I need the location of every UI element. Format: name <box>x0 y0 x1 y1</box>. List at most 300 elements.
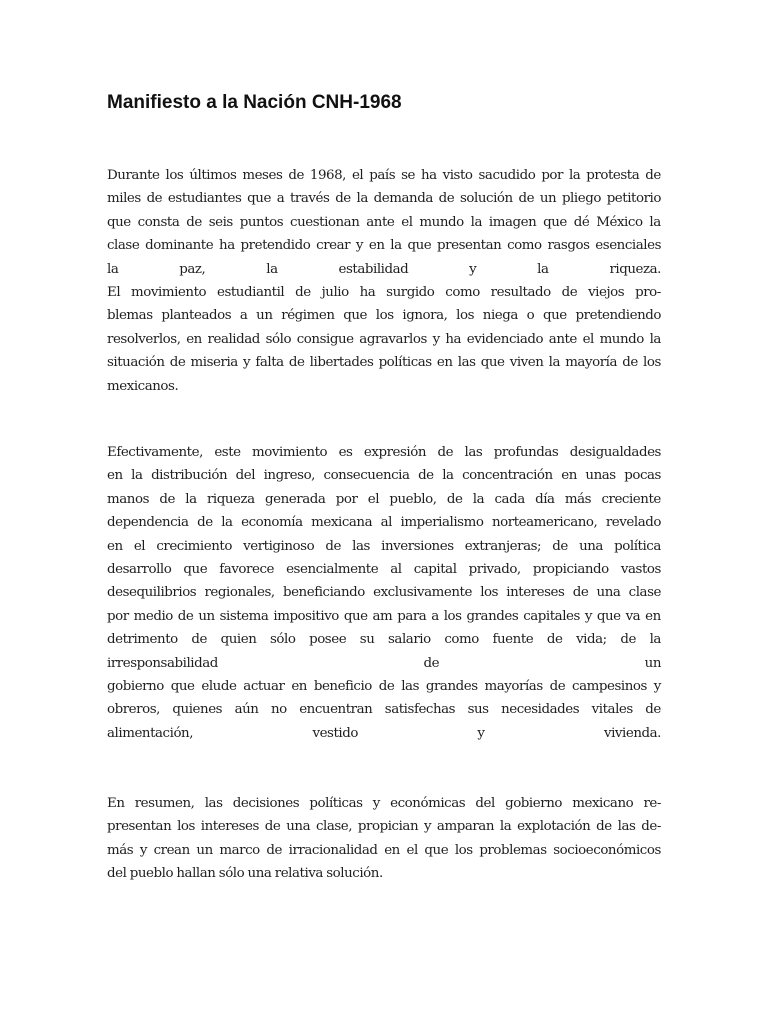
word: viejos <box>588 284 625 300</box>
word: en <box>107 538 123 554</box>
word: exclusivamente <box>373 585 472 601</box>
word: sólo <box>269 632 296 648</box>
word: petitorio <box>606 191 661 207</box>
word: favorece <box>219 561 274 577</box>
word: necesidades <box>501 702 580 718</box>
word: en <box>186 331 202 347</box>
word: la <box>266 261 278 277</box>
word: que <box>170 678 195 694</box>
word: sus <box>467 702 489 718</box>
word: vida; <box>576 632 607 648</box>
word: un <box>198 608 215 624</box>
word: pretendiendo <box>575 308 661 324</box>
word: 1968, <box>309 168 346 183</box>
word: desequilibrios <box>107 585 197 601</box>
text-line <box>107 535 661 558</box>
word: problemas <box>479 842 547 858</box>
word: situación <box>107 355 165 371</box>
word: la <box>649 632 661 648</box>
word: a <box>431 608 439 624</box>
word: política <box>614 538 661 554</box>
word: de <box>622 355 638 371</box>
word: movimiento <box>252 445 328 460</box>
word: puntos <box>239 214 284 230</box>
word: beneficio <box>313 678 372 694</box>
word: sólo <box>265 331 292 347</box>
word: estudiantes <box>167 191 242 207</box>
word: impositivo <box>273 608 339 624</box>
word: profundas <box>493 445 559 460</box>
word: la <box>472 491 485 507</box>
word: elude <box>201 678 237 694</box>
word: esenciales <box>595 238 661 254</box>
word: económicas <box>390 796 466 811</box>
word: la <box>442 468 454 484</box>
word: últimos <box>189 168 237 183</box>
word: gobierno <box>505 796 562 811</box>
word: como <box>445 284 480 300</box>
word: El <box>107 284 121 300</box>
word: un <box>539 191 557 207</box>
word: su <box>359 632 375 648</box>
word: una <box>596 585 621 601</box>
word: México <box>596 214 643 230</box>
word: libertades <box>309 355 374 371</box>
word: el <box>351 168 364 183</box>
word: julio <box>321 284 349 300</box>
word: salario <box>388 632 431 648</box>
word: de <box>264 819 281 835</box>
word: fuente <box>492 632 534 648</box>
word: que <box>543 308 567 324</box>
word: a <box>239 308 248 324</box>
word: expresión <box>363 445 427 460</box>
text-line <box>107 839 661 862</box>
word: de <box>169 355 186 371</box>
word: régimen <box>281 308 335 324</box>
word: imagen <box>488 214 537 230</box>
text-line: mexicanos. <box>107 378 179 394</box>
word: la <box>470 214 482 230</box>
word: blemas <box>107 308 153 324</box>
text-line <box>107 675 661 698</box>
word: pro- <box>635 284 661 300</box>
word: un <box>644 655 661 671</box>
word: demanda <box>373 191 433 207</box>
word: de <box>446 491 463 507</box>
word: paz, <box>179 261 206 277</box>
word: la <box>568 168 581 183</box>
word: un <box>196 842 213 858</box>
word: Efectivamente, <box>107 445 203 460</box>
word: resolverlos, <box>107 331 181 347</box>
word: campesinos <box>572 678 647 694</box>
text-line <box>107 211 661 234</box>
word: economía <box>241 515 303 531</box>
word: de <box>191 632 207 648</box>
word: que <box>543 214 567 230</box>
word: por <box>107 608 129 624</box>
word: y <box>469 261 477 277</box>
word: alimentación, <box>107 725 194 741</box>
word: ha <box>445 331 462 347</box>
word: y <box>432 331 440 347</box>
text-line <box>107 164 661 187</box>
paragraph-1 <box>107 164 661 398</box>
text-line <box>107 815 661 838</box>
word: políticas <box>378 355 432 371</box>
word: que <box>247 191 271 207</box>
word: a <box>276 191 285 207</box>
word: las <box>457 355 476 371</box>
word: miseria <box>190 355 238 371</box>
word: de <box>561 284 578 300</box>
word: de <box>518 191 535 207</box>
word: de <box>620 632 636 648</box>
word: para <box>397 608 427 624</box>
text-line <box>107 351 661 374</box>
word: través <box>290 191 330 207</box>
word: de <box>325 538 341 554</box>
word: medio <box>133 608 173 624</box>
word: en <box>291 678 307 694</box>
word: las <box>401 678 419 694</box>
word: presentan <box>107 819 172 835</box>
word: pueblo, <box>389 491 437 507</box>
word: al <box>380 515 392 531</box>
word: clase, <box>315 819 353 835</box>
word: el <box>401 214 413 230</box>
word: posee <box>309 632 347 648</box>
word: de <box>295 284 311 300</box>
word: vertiginoso <box>243 538 315 554</box>
word: intereses <box>506 585 565 601</box>
word: una <box>579 538 603 554</box>
word: estabilidad <box>338 261 409 277</box>
word: dé <box>573 214 590 230</box>
word: clase <box>628 585 661 601</box>
word: dependencia <box>107 515 189 531</box>
word: viven <box>509 355 544 371</box>
text-line <box>107 187 661 210</box>
word: que <box>343 608 368 624</box>
word: propician <box>357 819 419 835</box>
word: riqueza. <box>609 261 661 277</box>
word: unas <box>585 468 616 484</box>
word: vivienda. <box>603 725 661 741</box>
text-line <box>107 304 661 327</box>
word: de <box>552 538 568 554</box>
word: un <box>256 308 273 324</box>
word: al <box>390 561 402 577</box>
text-line <box>107 722 661 745</box>
word: de <box>645 702 661 718</box>
word: miles <box>107 191 141 207</box>
word: planteados <box>161 308 232 324</box>
word: los <box>443 608 462 624</box>
word: el <box>582 331 594 347</box>
word: las <box>204 796 223 811</box>
word: los <box>165 168 184 183</box>
paragraph-2 <box>107 441 661 745</box>
word: niega <box>482 308 518 324</box>
word: vitales <box>591 702 633 718</box>
word: satisfechas <box>384 702 456 718</box>
word: presentan <box>437 238 502 254</box>
word: ha <box>420 168 437 183</box>
word: en <box>436 355 453 371</box>
word: creciente <box>601 491 661 507</box>
word: el <box>133 538 146 554</box>
word: quienes <box>172 702 223 718</box>
word: y <box>372 796 380 811</box>
text-line <box>107 605 661 628</box>
word: más <box>107 842 134 858</box>
word: una <box>286 819 311 835</box>
word: de <box>423 655 440 671</box>
word: movimiento <box>131 284 207 300</box>
word: detrimento <box>107 632 178 648</box>
word: por <box>541 168 563 183</box>
word: de <box>177 608 194 624</box>
word: de <box>596 819 612 835</box>
word: el <box>406 842 418 858</box>
word: mayoría <box>565 355 618 371</box>
text-line <box>107 328 661 351</box>
text-line: del pueblo hallan sólo una relativa solución. <box>107 866 383 882</box>
word: como <box>444 632 479 648</box>
word: clase <box>107 238 140 254</box>
word: generada <box>265 491 326 507</box>
word: día <box>535 491 555 507</box>
word: socioeconómicos <box>553 842 661 858</box>
word: de <box>146 191 163 207</box>
word: ante <box>366 214 395 230</box>
word: irracionalidad <box>288 842 378 858</box>
word: amparan <box>436 819 495 835</box>
word: regionales, <box>204 585 275 601</box>
word: encuentran <box>299 702 373 718</box>
word: la <box>356 191 368 207</box>
word: ante <box>548 331 577 347</box>
text-line <box>107 581 661 604</box>
word: quien <box>220 632 257 648</box>
word: este <box>214 445 241 460</box>
word: los <box>177 819 195 835</box>
word: cada <box>494 491 525 507</box>
word: de <box>438 191 455 207</box>
word: de <box>186 214 202 230</box>
word: en <box>645 608 661 624</box>
word: ha <box>219 238 235 254</box>
word: de <box>572 585 589 601</box>
word: por <box>335 491 358 507</box>
word: Durante <box>107 168 160 183</box>
word: grandes <box>425 678 478 694</box>
word: de <box>378 678 395 694</box>
word: de <box>335 191 351 207</box>
word: de <box>418 468 434 484</box>
word: rasgos <box>547 238 590 254</box>
word: manos <box>107 491 149 507</box>
word: la <box>649 331 661 347</box>
word: seis <box>208 214 233 230</box>
word: vestido <box>312 725 358 741</box>
word: las <box>352 538 370 554</box>
word: las <box>617 819 636 835</box>
word: la <box>499 819 512 835</box>
word: que <box>183 561 208 577</box>
word: falta <box>255 355 284 371</box>
word: protesta <box>586 168 640 183</box>
text-line <box>107 511 661 534</box>
word: del <box>475 796 495 811</box>
text-line <box>107 698 661 721</box>
text-line <box>107 441 661 464</box>
word: de- <box>641 819 661 835</box>
word: en <box>561 468 577 484</box>
word: no <box>270 702 287 718</box>
word: los <box>375 308 394 324</box>
word: como <box>507 238 542 254</box>
word: revelado <box>605 515 661 531</box>
word: riqueza <box>206 491 255 507</box>
word: sacudido <box>478 168 536 183</box>
word: concentración <box>462 468 553 484</box>
word: políticas <box>309 796 363 811</box>
document-title: Manifiesto a la Nación CNH-1968 <box>107 92 402 113</box>
word: que <box>424 842 449 858</box>
word: grandes <box>466 608 519 624</box>
word: de <box>159 491 175 507</box>
word: las <box>464 445 483 460</box>
word: país <box>369 168 396 183</box>
word: aún <box>234 702 259 718</box>
word: re- <box>643 796 661 811</box>
word: la <box>221 515 233 531</box>
word: de <box>437 445 454 460</box>
word: gobierno <box>107 678 164 694</box>
word: mexicano <box>572 796 634 811</box>
word: de <box>266 842 283 858</box>
word: los <box>454 842 473 858</box>
word: resumen, <box>134 796 195 811</box>
word: la <box>131 468 143 484</box>
word: de <box>288 168 304 183</box>
word: la <box>185 491 197 507</box>
word: actuar <box>243 678 285 694</box>
text-line <box>107 628 661 651</box>
word: distribución <box>151 468 228 484</box>
word: mundo <box>599 331 644 347</box>
word: En <box>107 796 125 811</box>
word: en <box>368 238 385 254</box>
word: consecuencia <box>323 468 410 484</box>
word: y <box>584 608 592 624</box>
word: capital <box>413 561 457 577</box>
word: inversiones <box>381 538 454 554</box>
word: y <box>139 842 147 858</box>
word: surgido <box>386 284 435 300</box>
word: ha <box>359 284 376 300</box>
word: los <box>480 585 499 601</box>
word: pretendido <box>240 238 311 254</box>
word: resultado <box>490 284 551 300</box>
word: de <box>197 515 213 531</box>
word: los <box>643 355 661 371</box>
word: de <box>546 632 563 648</box>
word: consigue <box>296 331 354 347</box>
word: pocas <box>624 468 661 484</box>
word: la <box>649 214 661 230</box>
word: cuestionan <box>290 214 360 230</box>
word: capitales <box>523 608 580 624</box>
word: desigualdades <box>569 445 661 460</box>
word: irresponsabilidad <box>107 655 218 671</box>
word: y <box>423 819 432 835</box>
word: vastos <box>620 561 661 577</box>
word: y <box>355 238 364 254</box>
word: consta <box>137 214 180 230</box>
word: privado, <box>468 561 521 577</box>
word: va <box>625 608 641 624</box>
word: el <box>367 491 380 507</box>
word: o <box>526 308 535 324</box>
text-line <box>107 258 661 281</box>
word: desarrollo <box>107 561 172 577</box>
word: se <box>401 168 415 183</box>
word: explotación <box>517 819 591 835</box>
word: y <box>243 355 251 371</box>
word: que <box>596 608 621 624</box>
word: decisiones <box>232 796 300 811</box>
word: y <box>477 725 485 741</box>
word: de <box>645 168 661 183</box>
word: am <box>372 608 393 624</box>
text-line <box>107 792 661 815</box>
word: que <box>343 308 368 324</box>
word: crean <box>153 842 190 858</box>
word: la <box>537 261 549 277</box>
word: sistema <box>219 608 269 624</box>
word: que <box>407 238 432 254</box>
word: y <box>653 678 661 694</box>
word: en <box>107 468 123 484</box>
word: norteamericano, <box>491 515 598 531</box>
text-line <box>107 652 661 675</box>
word: evidenciado <box>466 331 544 347</box>
word: crear <box>316 238 351 254</box>
word: que <box>480 355 505 371</box>
text-line <box>107 234 661 257</box>
word: la <box>107 261 119 277</box>
word: ignora, <box>402 308 448 324</box>
word: del <box>235 468 256 484</box>
word: los <box>456 308 475 324</box>
word: imperialismo <box>400 515 484 531</box>
text-line <box>107 464 661 487</box>
word: obreros, <box>107 702 160 718</box>
word: es <box>338 445 353 460</box>
word: esencialmente <box>286 561 379 577</box>
text-line <box>107 488 661 511</box>
word: visto <box>442 168 473 183</box>
word: mexicana <box>311 515 373 531</box>
word: la <box>390 238 402 254</box>
word: mundo <box>419 214 464 230</box>
word: agravarlos <box>359 331 427 347</box>
word: pliego <box>561 191 601 207</box>
